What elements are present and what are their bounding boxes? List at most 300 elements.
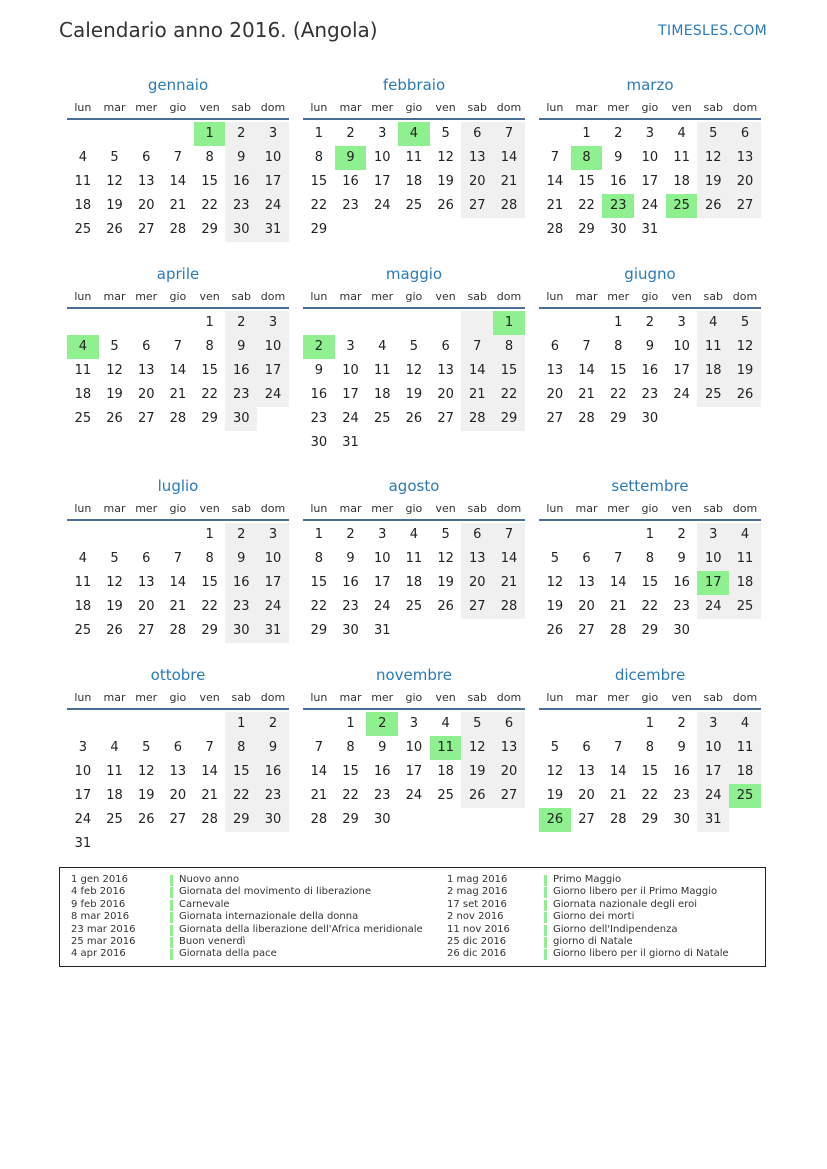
day-cell: 22	[342, 788, 359, 803]
day-cell: 4	[78, 150, 87, 165]
day-cell: 8	[645, 551, 655, 566]
day-cell: 18	[106, 788, 123, 803]
day-cell: 9	[314, 363, 323, 378]
empty-cell	[303, 712, 335, 736]
empty-cell	[697, 407, 729, 431]
empty-cell	[67, 122, 99, 146]
day-cell: 14	[169, 575, 187, 590]
day-cell: 29	[578, 222, 595, 237]
empty-cell	[398, 619, 430, 643]
week-row	[539, 194, 761, 218]
day-cell: 27	[461, 595, 493, 619]
day-cell: 12	[106, 174, 123, 189]
month-name: marzo	[626, 76, 674, 94]
holiday-name: Giornata della pace	[179, 948, 277, 960]
day-cell: 17	[373, 575, 391, 590]
month-giugno	[539, 261, 761, 431]
empty-cell	[539, 122, 571, 146]
day-cell: 12	[697, 146, 729, 170]
weekday-label: mer	[371, 691, 394, 704]
day-cell: 23	[673, 788, 690, 803]
day-cell: 15	[310, 575, 328, 590]
weekday-label: gio	[405, 101, 423, 114]
weekday-label: sab	[467, 290, 488, 303]
day-cell: 20	[461, 170, 493, 194]
day-cell: 8	[614, 339, 623, 354]
day-cell: 30	[310, 435, 328, 450]
weekday-header	[303, 98, 525, 120]
weekday-label: ven	[435, 691, 456, 704]
empty-cell	[99, 712, 131, 736]
weekday-label: mar	[103, 691, 126, 704]
day-grid	[539, 311, 761, 431]
weekday-header	[67, 688, 289, 710]
day-cell: 8	[314, 551, 323, 566]
day-cell: 2	[225, 122, 257, 146]
day-cell: 21	[201, 788, 218, 803]
empty-cell	[493, 431, 525, 455]
weekday-label: lun	[546, 101, 564, 114]
day-grid	[539, 122, 761, 242]
empty-cell	[430, 808, 462, 832]
day-cell: 6	[142, 551, 151, 566]
day-cell: 5	[441, 126, 450, 141]
day-cell: 23	[673, 599, 690, 614]
day-cell: 9	[225, 335, 257, 359]
day-cell: 30	[225, 407, 257, 431]
day-cell: 3	[409, 716, 419, 731]
month-marzo	[539, 72, 761, 242]
empty-cell	[366, 431, 398, 455]
day-cell: 13	[461, 547, 493, 571]
day-cell: 12	[106, 575, 123, 590]
week-row	[67, 619, 289, 643]
day-cell: 18	[437, 764, 454, 779]
holiday-marker	[170, 887, 173, 898]
site-link[interactable]: TIMESLES.COM	[658, 23, 767, 39]
day-cell: 23	[225, 595, 257, 619]
month-name: maggio	[385, 265, 443, 283]
day-cell: 29	[641, 812, 659, 827]
day-cell: 8	[346, 740, 355, 755]
day-cell: 24	[405, 788, 423, 803]
weekday-label: sab	[231, 502, 252, 515]
day-cell: 28	[609, 623, 627, 638]
day-cell: 1	[205, 527, 214, 542]
day-cell: 18	[74, 599, 92, 614]
day-grid	[539, 523, 761, 643]
day-cell: 17	[74, 788, 92, 803]
week-row	[67, 383, 289, 407]
day-cell: 7	[461, 335, 493, 359]
day-cell: 26	[729, 383, 761, 407]
day-cell: 25	[74, 222, 92, 237]
day-cell: 14	[493, 547, 525, 571]
weekday-label: lun	[74, 691, 92, 704]
day-cell: 22	[493, 383, 525, 407]
day-cell: 19	[461, 760, 493, 784]
week-row	[539, 784, 761, 808]
day-cell: 1	[314, 527, 323, 542]
holiday-name: Giorno dell'Indipendenza	[553, 923, 678, 935]
day-cell: 1	[645, 527, 655, 542]
day-cell: 19	[546, 788, 564, 803]
day-cell: 31	[697, 808, 729, 832]
holiday-legend	[59, 867, 766, 967]
day-cell: 5	[142, 740, 151, 755]
weekday-label: gio	[405, 691, 423, 704]
day-cell: 2	[225, 523, 257, 547]
day-cell: 17	[697, 760, 729, 784]
day-cell: 9	[225, 547, 257, 571]
day-cell: 12	[437, 150, 454, 165]
weekday-label: lun	[74, 101, 92, 114]
day-grid	[539, 712, 761, 832]
holiday-name: Carnevale	[179, 898, 230, 910]
weekday-label: dom	[260, 290, 286, 303]
holiday-day-cell: 26	[539, 808, 571, 832]
day-cell: 20	[137, 198, 155, 213]
holiday-day-cell: 4	[398, 122, 430, 146]
empty-cell	[697, 218, 729, 242]
empty-cell	[99, 311, 131, 335]
holiday-day-cell: 4	[67, 335, 99, 359]
empty-cell	[335, 311, 367, 335]
day-cell: 7	[493, 523, 525, 547]
day-cell: 3	[697, 523, 729, 547]
day-cell: 19	[697, 170, 729, 194]
day-cell: 26	[546, 623, 564, 638]
week-row	[303, 523, 525, 547]
day-cell: 26	[106, 411, 123, 426]
holiday-marker	[170, 912, 173, 923]
holiday-day-cell: 25	[729, 784, 761, 808]
day-cell: 12	[437, 551, 454, 566]
day-cell: 23	[342, 599, 359, 614]
weekday-label: mar	[339, 502, 362, 515]
day-cell: 6	[582, 740, 591, 755]
day-cell: 11	[373, 363, 391, 378]
day-cell: 1	[205, 315, 214, 330]
empty-cell	[67, 523, 99, 547]
holiday-date: 26 dic 2016	[447, 948, 507, 960]
empty-cell	[398, 218, 430, 242]
day-cell: 18	[673, 174, 690, 189]
weekday-label: ven	[435, 101, 456, 114]
day-cell: 19	[546, 599, 564, 614]
day-cell: 29	[201, 623, 218, 638]
day-cell: 14	[169, 363, 187, 378]
weekday-header	[539, 287, 761, 309]
day-cell: 27	[137, 411, 155, 426]
day-cell: 30	[673, 623, 690, 638]
day-cell: 21	[546, 198, 564, 213]
day-cell: 5	[550, 740, 559, 755]
weekday-label: dom	[496, 101, 522, 114]
day-cell: 14	[201, 764, 218, 779]
day-cell: 16	[225, 170, 257, 194]
day-cell: 22	[310, 599, 328, 614]
day-cell: 13	[461, 146, 493, 170]
day-cell: 17	[342, 387, 359, 402]
day-cell: 25	[697, 383, 729, 407]
weekday-label: lun	[310, 691, 328, 704]
weekday-label: mer	[607, 290, 630, 303]
day-cell: 18	[405, 174, 423, 189]
day-cell: 7	[173, 551, 183, 566]
day-cell: 2	[614, 126, 623, 141]
weekday-label: sab	[467, 691, 488, 704]
day-cell: 10	[641, 150, 659, 165]
weekday-label: mar	[575, 290, 598, 303]
day-cell: 9	[614, 150, 623, 165]
weekday-header	[303, 688, 525, 710]
weekday-label: ven	[199, 691, 220, 704]
day-cell: 11	[405, 551, 423, 566]
day-cell: 7	[173, 150, 183, 165]
day-cell: 24	[257, 595, 289, 619]
day-cell: 30	[342, 623, 359, 638]
week-row	[303, 712, 525, 736]
day-cell: 27	[493, 784, 525, 808]
day-cell: 28	[169, 623, 187, 638]
day-cell: 26	[405, 411, 423, 426]
day-cell: 18	[729, 760, 761, 784]
week-row	[67, 311, 289, 335]
day-cell: 11	[74, 363, 92, 378]
weekday-label: dom	[496, 290, 522, 303]
day-cell: 27	[437, 411, 454, 426]
empty-cell	[194, 712, 226, 736]
day-cell: 5	[110, 339, 119, 354]
day-cell: 4	[729, 523, 761, 547]
month-settembre	[539, 473, 761, 643]
day-cell: 20	[137, 387, 155, 402]
day-cell: 12	[106, 363, 123, 378]
day-grid	[303, 311, 525, 455]
day-cell: 17	[257, 170, 289, 194]
empty-cell	[602, 712, 634, 736]
weekday-label: ven	[435, 290, 456, 303]
day-cell: 4	[677, 126, 686, 141]
day-cell: 28	[461, 407, 493, 431]
empty-cell	[571, 523, 603, 547]
day-cell: 25	[437, 788, 454, 803]
day-cell: 20	[729, 170, 761, 194]
week-row	[67, 335, 289, 359]
day-cell: 29	[609, 411, 627, 426]
day-cell: 15	[493, 359, 525, 383]
day-cell: 26	[437, 198, 454, 213]
weekday-label: dom	[496, 502, 522, 515]
empty-cell	[398, 431, 430, 455]
weekday-label: dom	[260, 691, 286, 704]
empty-cell	[225, 832, 257, 856]
weekday-label: gio	[641, 502, 659, 515]
day-cell: 4	[378, 339, 387, 354]
empty-cell	[194, 832, 226, 856]
day-cell: 15	[201, 174, 218, 189]
day-cell: 8	[205, 150, 214, 165]
weekday-header	[539, 688, 761, 710]
day-cell: 8	[493, 335, 525, 359]
day-cell: 19	[106, 599, 123, 614]
holiday-name: Nuovo anno	[179, 874, 240, 885]
week-row	[539, 335, 761, 359]
day-cell: 21	[169, 198, 187, 213]
day-cell: 15	[310, 174, 328, 189]
weekday-label: mar	[575, 101, 598, 114]
weekday-header	[539, 98, 761, 120]
day-cell: 10	[74, 764, 92, 779]
weekday-label: ven	[199, 290, 220, 303]
day-cell: 2	[346, 126, 355, 141]
weekday-label: lun	[546, 502, 564, 515]
empty-cell	[729, 619, 761, 643]
weekday-label: ven	[671, 290, 692, 303]
day-cell: 28	[578, 411, 595, 426]
day-cell: 5	[729, 311, 761, 335]
holiday-marker	[544, 875, 547, 886]
week-row	[539, 760, 761, 784]
day-cell: 28	[546, 222, 564, 237]
week-row	[303, 808, 525, 832]
empty-cell	[67, 712, 99, 736]
week-row	[539, 383, 761, 407]
day-cell: 29	[310, 222, 328, 237]
month-name: febbraio	[382, 76, 446, 94]
holiday-marker	[170, 937, 173, 948]
weekday-label: mar	[103, 290, 126, 303]
day-cell: 20	[437, 387, 454, 402]
day-cell: 22	[201, 198, 218, 213]
day-cell: 10	[373, 551, 391, 566]
weekday-label: mer	[607, 101, 630, 114]
week-row	[539, 547, 761, 571]
week-row	[303, 359, 525, 383]
week-row	[539, 359, 761, 383]
day-grid	[67, 523, 289, 643]
weekday-label: sab	[231, 691, 252, 704]
empty-cell	[430, 218, 462, 242]
holiday-date: 4 feb 2016	[71, 886, 126, 898]
day-cell: 10	[697, 547, 729, 571]
weekday-label: dom	[496, 691, 522, 704]
day-cell: 29	[342, 812, 359, 827]
day-cell: 19	[106, 198, 123, 213]
day-cell: 30	[225, 619, 257, 643]
day-cell: 16	[342, 174, 359, 189]
day-cell: 31	[257, 218, 289, 242]
weekday-label: mer	[607, 691, 630, 704]
day-cell: 3	[697, 712, 729, 736]
day-cell: 11	[74, 575, 92, 590]
day-cell: 5	[697, 122, 729, 146]
day-cell: 24	[373, 198, 391, 213]
week-row	[303, 431, 525, 455]
empty-cell	[666, 407, 698, 431]
weekday-label: sab	[703, 290, 724, 303]
holiday-marker	[544, 937, 547, 948]
week-row	[303, 194, 525, 218]
day-cell: 24	[697, 595, 729, 619]
week-row	[303, 122, 525, 146]
day-cell: 24	[697, 784, 729, 808]
weekday-label: dom	[732, 290, 758, 303]
day-cell: 4	[409, 527, 419, 542]
week-row	[303, 736, 525, 760]
empty-cell	[162, 712, 194, 736]
holiday-day-cell: 11	[430, 736, 462, 760]
day-cell: 25	[405, 198, 423, 213]
day-cell: 6	[142, 339, 151, 354]
day-cell: 7	[614, 740, 623, 755]
weekday-label: sab	[467, 502, 488, 515]
month-gennaio	[67, 72, 289, 242]
day-cell: 30	[641, 411, 659, 426]
empty-cell	[398, 311, 430, 335]
day-cell: 28	[493, 595, 525, 619]
holiday-day-cell: 1	[493, 311, 525, 335]
weekday-label: gio	[641, 290, 659, 303]
day-cell: 2	[225, 311, 257, 335]
page-title: Calendario anno 2016. (Angola)	[59, 18, 378, 42]
holiday-date: 2 mag 2016	[447, 886, 508, 898]
day-cell: 28	[310, 812, 328, 827]
day-cell: 21	[493, 571, 525, 595]
day-cell: 16	[342, 575, 359, 590]
empty-cell	[130, 311, 162, 335]
empty-cell	[729, 407, 761, 431]
day-cell: 4	[110, 740, 119, 755]
day-cell: 2	[346, 527, 355, 542]
day-cell: 29	[493, 407, 525, 431]
holiday-name: Giorno libero per il Primo Maggio	[553, 886, 718, 898]
week-row	[303, 619, 525, 643]
day-cell: 10	[257, 146, 289, 170]
day-cell: 22	[225, 784, 257, 808]
day-cell: 31	[641, 222, 659, 237]
day-grid	[67, 311, 289, 431]
day-cell: 20	[578, 788, 595, 803]
day-cell: 24	[641, 198, 659, 213]
day-cell: 18	[373, 387, 391, 402]
day-cell: 24	[342, 411, 359, 426]
day-cell: 20	[137, 599, 155, 614]
holiday-marker	[170, 949, 173, 960]
day-cell: 10	[342, 363, 359, 378]
day-cell: 19	[729, 359, 761, 383]
day-cell: 21	[493, 170, 525, 194]
holiday-day-cell: 23	[602, 194, 634, 218]
day-cell: 23	[310, 411, 328, 426]
day-cell: 13	[137, 575, 155, 590]
day-cell: 5	[550, 551, 559, 566]
month-agosto	[303, 473, 525, 643]
weekday-label: gio	[169, 691, 187, 704]
empty-cell	[398, 808, 430, 832]
day-cell: 10	[257, 547, 289, 571]
day-cell: 10	[405, 740, 423, 755]
week-row	[303, 383, 525, 407]
day-cell: 25	[373, 411, 391, 426]
empty-cell	[257, 832, 289, 856]
day-cell: 17	[257, 571, 289, 595]
day-cell: 23	[225, 383, 257, 407]
weekday-label: mar	[339, 290, 362, 303]
day-cell: 13	[137, 174, 155, 189]
weekday-label: dom	[732, 691, 758, 704]
